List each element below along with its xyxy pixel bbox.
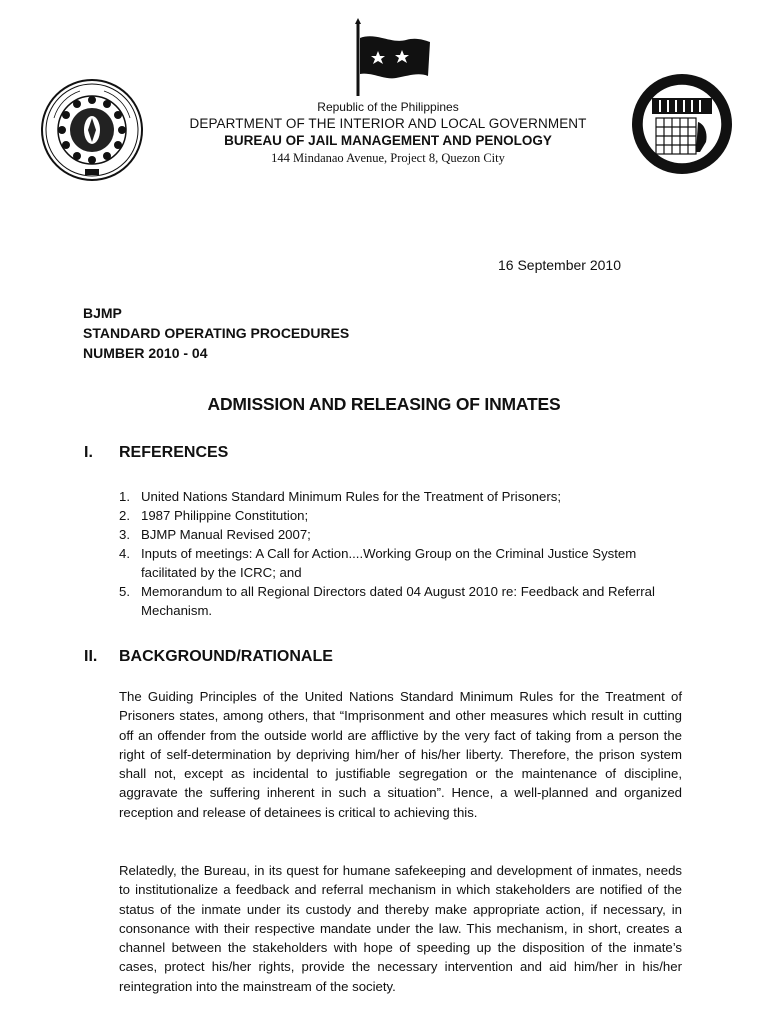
list-item [119, 506, 689, 525]
body-paragraph: The Guiding Principles of the United Nations Standard Minimum Rules for the Treatment of Prisoners states, among others, that “Imprisonment and other measures which result in cutting off an offender from the outside world are afflictive by the very fact of taking from a person the right of self-determination by depriving him/her of his/her liberty. Therefore, the prison system shall not, except as incidental to justifiable segregation or the maintenance of discipline, aggravate the suffering inherent in such a situation”. Hence, a well-planned and organized reception and release of detainees is critical to achieving this. [119, 689, 682, 820]
body-paragraph: Relatedly, the Bureau, in its quest for humane safekeeping and development of inmates, needs to institutionalize a feedback and referral mechanism in which stakeholders are notified of the status of the inmate under its custody and thereby make appropriate action, if necessary, in consonance with their respective mandate under the law. This mechanism, in short, creates a channel between the stakeholders with hope of speeding up the disposition of the inmate’s cases, protect his/her rights, provide the necessary intervention and aid him/her in his/her reintegration into the mainstream of the society. [119, 863, 682, 994]
list-item [119, 525, 689, 544]
list-item-text: Inputs of meetings: A Call for Action....Working Group on the Criminal Justice System facilitated by the ICRC; and [141, 546, 637, 580]
list-item-number: 3. [119, 527, 130, 542]
references-list [119, 487, 689, 620]
list-item-number: 1. [119, 489, 130, 504]
sop-number: NUMBER 2010 - 04 [83, 345, 208, 361]
section-title-references: REFERENCES [119, 444, 229, 461]
document-date: 16 September 2010 [498, 257, 621, 273]
list-item-number: 2. [119, 508, 130, 523]
section-number: II. [84, 648, 98, 665]
bjmp-flag-icon [346, 18, 436, 98]
list-item-text: United Nations Standard Minimum Rules for the Treatment of Prisoners; [141, 489, 561, 504]
list-item-text: BJMP Manual Revised 2007; [141, 527, 311, 542]
list-item [119, 582, 689, 620]
list-item-number: 5. [119, 584, 130, 599]
list-item [119, 487, 689, 506]
sop-agency: BJMP [83, 305, 122, 321]
header-country: Republic of the Philippines [317, 100, 459, 114]
bjmp-seal-icon [630, 72, 734, 176]
section-title-background: BACKGROUND/RATIONALE [119, 648, 333, 665]
list-item [119, 544, 689, 582]
sop-heading: STANDARD OPERATING PROCEDURES [83, 325, 350, 341]
header-address: 144 Mindanao Avenue, Project 8, Quezon City [271, 151, 505, 165]
header-department: DEPARTMENT OF THE INTERIOR AND LOCAL GOVERNMENT [189, 116, 587, 131]
document-title: ADMISSION AND RELEASING OF INMATES [207, 394, 561, 414]
dilg-seal-icon [40, 78, 144, 182]
list-item-number: 4. [119, 546, 130, 561]
section-number: I. [84, 444, 93, 461]
list-item-text: 1987 Philippine Constitution; [141, 508, 309, 523]
list-item-text: Memorandum to all Regional Directors dated 04 August 2010 re: Feedback and Referral Mechanism. [141, 584, 655, 618]
header-bureau: BUREAU OF JAIL MANAGEMENT AND PENOLOGY [224, 133, 552, 148]
